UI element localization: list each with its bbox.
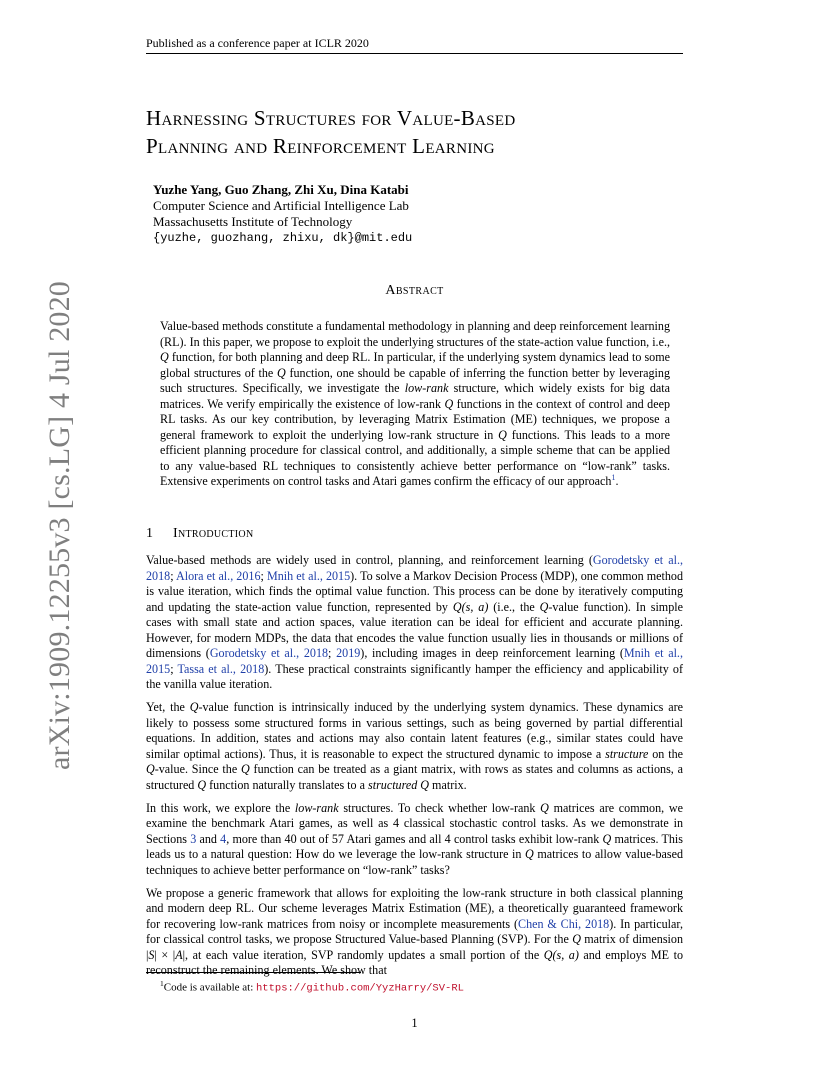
citation-link[interactable]: 2019 xyxy=(336,646,361,660)
section-link[interactable]: 3 xyxy=(190,831,197,846)
page-number: 1 xyxy=(411,1016,418,1030)
abstract-body: Value-based methods constitute a fundamental methodology in planning and deep reinforcement learning (RL). In this paper, we propose to exploit the underlying structures of the state-action value function, i.e., Q function, for both planning and deep RL. In particular, if the underlying system dynamics lead to some global structures of the Q function, one should be capable of inferring the function better by leveraging such structures. Specifically, we investigate the low-rank structure, which widely exists for big data matrices. We verify empirically the existence of low-rank Q functions in the context of control and deep RL tasks. As our key contribution, by leveraging Matrix Estimation (ME) techniques, we propose a general framework to exploit the underlying low-rank structure in Q functions. This leads to a more efficient planning procedure for classical control, and additionally, a simple scheme that can be applied to any value-based RL techniques to consistently achieve better performance on “low-rank” tasks. Extensive experiments on control tasks and Atari games confirm the efficacy of our approach$^1$. xyxy=(160,319,670,488)
affiliation-institute: Massachusetts Institute of Technology xyxy=(153,214,353,229)
footnote xyxy=(160,977,680,996)
section-number: 1 xyxy=(146,526,154,541)
author-names: Yuzhe Yang, Guo Zhang, Zhi Xu, Dina Katabi xyxy=(153,182,409,197)
paragraph-1: Value-based methods are widely used in control, planning, and reinforcement learning (Gorodetsky et al., 2018; Alora et al., 2016; Mnih et al., 2015). To solve a Markov Decision Process (MDP), one common method is value iteration, which finds the optimal value function. This process can be done by iteratively computing and updating the state-action value function, represented by Q(s, a) (i.e., the Q-value function). In simple cases with small state and action spaces, value iteration can be ideal for efficient and accurate planning. However, for modern MDPs, the data that encodes the value function usually lies in thousands or millions of dimensions (Gorodetsky et al., 2018; 2019), including images in deep reinforcement learning (Mnih et al., 2015; Tassa et al., 2018). These practical constraints significantly hamper the efficiency and applicability of the vanilla value iteration. xyxy=(146,553,684,691)
footnote-mark: 1 xyxy=(160,979,164,988)
paragraph-4: We propose a generic framework that allows for exploiting the low-rank structure in both classical planning and modern deep RL. Our scheme leverages Matrix Estimation (ME), a theoretically guaranteed framework for recovering low-rank matrices from noisy or incomplete measurements (Chen & Chi, 2018). In particular, for classical control tasks, we propose Structured Value-based Planning (SVP). For the Q matrix of dimension |S| × |A|, at each value iteration, SVP randomly updates a small portion of the Q(s, a) and employs ME to reconstruct the remaining elements. We show that xyxy=(146,885,683,977)
citation-link[interactable]: Gorodetsky et al., 2018 xyxy=(146,553,684,583)
citation-link[interactable]: Mnih et al., 2015 xyxy=(266,568,351,583)
title-line-1: Harnessing Structures for Value-Based xyxy=(146,106,516,130)
paper-title xyxy=(146,104,683,160)
title-line-2: Planning and Reinforcement Learning xyxy=(146,134,495,158)
footnote-link[interactable]: 1 xyxy=(611,472,616,482)
arxiv-watermark: arXiv:1909.12255v3 [cs.LG] 4 Jul 2020 xyxy=(43,280,76,770)
section-title: Introduction xyxy=(173,526,254,541)
citation-link[interactable]: Chen & Chi, 2018 xyxy=(518,916,610,931)
citation-link[interactable]: Mnih et al., 2015 xyxy=(146,646,683,676)
footnote-text: Code is available at: xyxy=(163,981,256,994)
section-link[interactable]: 4 xyxy=(220,831,227,846)
paragraph-2: Yet, the Q-value function is intrinsically induced by the underlying system dynamics. These dynamics are likely to possess some structured forms in various settings, such as being governed by partial differential equations. In addition, states and actions may also contain latent features (e.g., similar states could have similar optimal actions). Thus, it is reasonable to expect the structured dynamic to impose a structure on the Q-value. Since the Q function can be treated as a giant matrix, with rows as states and columns as actions, a structured Q function naturally translates to a structured Q matrix. xyxy=(146,700,683,792)
header-rule xyxy=(146,53,683,54)
citation-link[interactable]: Alora et al., 2016 xyxy=(175,568,261,583)
paragraph-3: In this work, we explore the low-rank structures. To check whether low-rank Q matrices are common, we examine the benchmark Atari games, as well as 4 classical stochastic control tasks. As we demonstrate in Sections 3 and 4, more than 40 out of 57 Atari games and all 4 control tasks exhibit low-rank Q matrices. This leads us to a natural question: How do we leverage the low-rank structure in Q matrices to allow value-based techniques to achieve better performance on “low-rank” tasks? xyxy=(146,800,683,877)
introduction-body xyxy=(146,553,683,986)
footnote-rule xyxy=(146,972,361,973)
citation-link[interactable]: Tassa et al., 2018 xyxy=(177,661,265,676)
abstract-heading: Abstract xyxy=(385,283,444,298)
affiliation-lab: Computer Science and Artificial Intelligence Lab xyxy=(153,198,409,213)
section-heading xyxy=(146,526,683,542)
author-block xyxy=(153,182,653,246)
running-header: Published as a conference paper at ICLR 2020 xyxy=(146,36,369,50)
code-url-link[interactable]: https://github.com/YyzHarry/SV-RL xyxy=(256,982,464,995)
author-emails: {yuzhe, guozhang, zhixu, dk}@mit.edu xyxy=(153,231,413,245)
citation-link[interactable]: Gorodetsky et al., 2018 xyxy=(209,646,329,660)
